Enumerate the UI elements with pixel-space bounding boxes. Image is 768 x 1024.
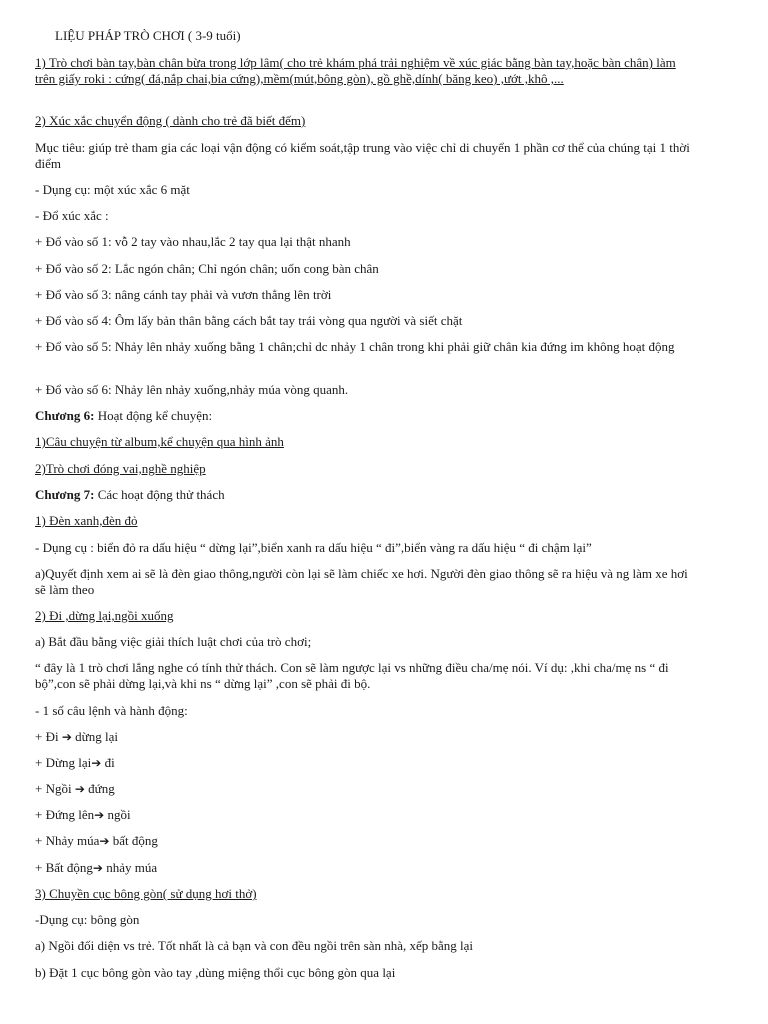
- command-to: dừng lại: [71, 729, 118, 744]
- chapter-6-item-1: 1)Câu chuyện từ album,kể chuyện qua hình ảnh: [35, 434, 284, 449]
- command-from: + Bất động: [35, 860, 93, 875]
- chapter-7-heading: [35, 487, 695, 503]
- document-title: LIỆU PHÁP TRÒ CHƠI ( 3-9 tuổi): [55, 28, 241, 43]
- dice-rule-6: + Đổ vào số 6: Nhảy lên nhảy xuống,nhảy múa vòng quanh.: [35, 382, 349, 397]
- command-to: đi: [101, 755, 115, 770]
- dice-rule-2: + Đổ vào số 2: Lắc ngón chân; Chỉ ngón chân; uốn cong bàn chân: [35, 261, 379, 276]
- game-1-instructions: a)Quyết định xem ai sẽ là đèn giao thông,người còn lại sẽ làm chiếc xe hơi. Người đèn giao thông sẽ ra hiệu và ng làm xe hơi sẽ làm theo: [35, 566, 688, 597]
- chapter-7-label: Chương 7:: [35, 487, 95, 502]
- dice-rule-4: + Đổ vào số 4: Ôm lấy bản thân bằng cách bắt tay trái vòng qua người và siết chặt: [35, 313, 463, 328]
- game-3-tools: -Dụng cụ: bông gòn: [35, 912, 140, 927]
- game-1-heading: 1) Đèn xanh,đèn đỏ: [35, 513, 138, 528]
- objective-paragraph: Mục tiêu: giúp trẻ tham gia các loại vận động có kiểm soát,tập trung vào việc chỉ di chuyển 1 phần cơ thể của chúng tại 1 thời điểm: [35, 140, 690, 171]
- chapter-6-item-2: 2)Trò chơi đóng vai,nghề nghiệp: [35, 461, 206, 476]
- command-to: đứng: [84, 781, 115, 796]
- arrow-right-icon: ➔: [74, 782, 85, 796]
- arrow-right-icon: ➔: [92, 861, 103, 875]
- arrow-right-icon: ➔: [94, 808, 105, 822]
- dice-rule-5: + Đổ vào số 5: Nhảy lên nhảy xuống bằng 1 chân;chỉ dc nhảy 1 chân trong khi phải giữ chân kia đứng im không hoạt động: [35, 339, 675, 354]
- game-2-explanation: “ đây là 1 trò chơi lắng nghe có tính thử thách. Con sẽ làm ngược lại vs những điều cha/mẹ nói. Ví dụ: ,khi cha/mẹ ns “ đi bộ”,con sẽ phải dừng lại,và khi ns “ dừng lại” ,con sẽ phải đi bộ.: [35, 660, 669, 691]
- chapter-6-title: Hoạt động kể chuyện:: [94, 408, 213, 423]
- command-line: [35, 807, 695, 823]
- command-from: + Đứng lên: [35, 807, 95, 822]
- commands-heading: - 1 số câu lệnh và hành động:: [35, 703, 188, 718]
- command-to: bất động: [109, 833, 158, 848]
- section-1-heading: 1) Trò chơi bàn tay,bàn chân bừa trong lớp lâm( cho trẻ khám phá trải nghiệm về xúc giác bằng bàn tay,hoặc bàn chân) làm trên giấy roki : cứng( đá,nắp chai,bia cứng),mềm(mút,bông gòn), gồ ghề,dính( băng keo) ,ướt ,khô ,...: [35, 55, 676, 86]
- command-line: [35, 781, 695, 797]
- game-3-heading: 3) Chuyền cục bông gòn( sử dụng hơi thở): [35, 886, 257, 901]
- game-2-heading: 2) Đi ,dừng lại,ngồi xuống: [35, 608, 174, 623]
- command-from: + Đi: [35, 729, 62, 744]
- game-1-tools: - Dụng cụ : biển đỏ ra dấu hiệu “ dừng lại”,biển xanh ra dấu hiệu “ đi”,biển vàng ra dấu hiệu “ đi chậm lại”: [35, 540, 592, 555]
- tools-line: - Dụng cụ: một xúc xắc 6 mặt: [35, 182, 190, 197]
- command-to: nhảy múa: [102, 860, 158, 875]
- dice-rule-1: + Đổ vào số 1: vỗ 2 tay vào nhau,lắc 2 tay qua lại thật nhanh: [35, 234, 351, 249]
- game-3-step-a: a) Ngồi đối diện vs trẻ. Tốt nhất là cả bạn và con đều ngồi trên sàn nhà, xếp bằng lại: [35, 938, 474, 953]
- chapter-6-label: Chương 6:: [35, 408, 95, 423]
- dice-rule-3: + Đổ vào số 3: nâng cánh tay phải và vươn thẳng lên trời: [35, 287, 332, 302]
- arrow-right-icon: ➔: [91, 756, 102, 770]
- dice-roll-line: - Đổ xúc xắc :: [35, 208, 109, 223]
- section-2-heading: 2) Xúc xắc chuyển động ( dành cho trẻ đã biết đếm): [35, 113, 306, 128]
- command-line: [35, 755, 695, 771]
- command-to: ngồi: [104, 807, 131, 822]
- chapter-6-heading: [35, 408, 695, 424]
- command-line: [35, 860, 695, 876]
- command-line: [35, 729, 695, 745]
- arrow-right-icon: ➔: [61, 730, 72, 744]
- game-3-step-b: b) Đặt 1 cục bông gòn vào tay ,dùng miệng thổi cục bông gòn qua lại: [35, 965, 396, 980]
- command-from: + Ngồi: [35, 781, 75, 796]
- command-from: + Dừng lại: [35, 755, 92, 770]
- command-from: + Nhảy múa: [35, 833, 100, 848]
- game-2-step-a: a) Bắt đầu bằng việc giải thích luật chơi của trò chơi;: [35, 634, 312, 649]
- arrow-right-icon: ➔: [99, 834, 110, 848]
- chapter-7-title: Các hoạt động thử thách: [94, 487, 225, 502]
- command-line: [35, 833, 695, 849]
